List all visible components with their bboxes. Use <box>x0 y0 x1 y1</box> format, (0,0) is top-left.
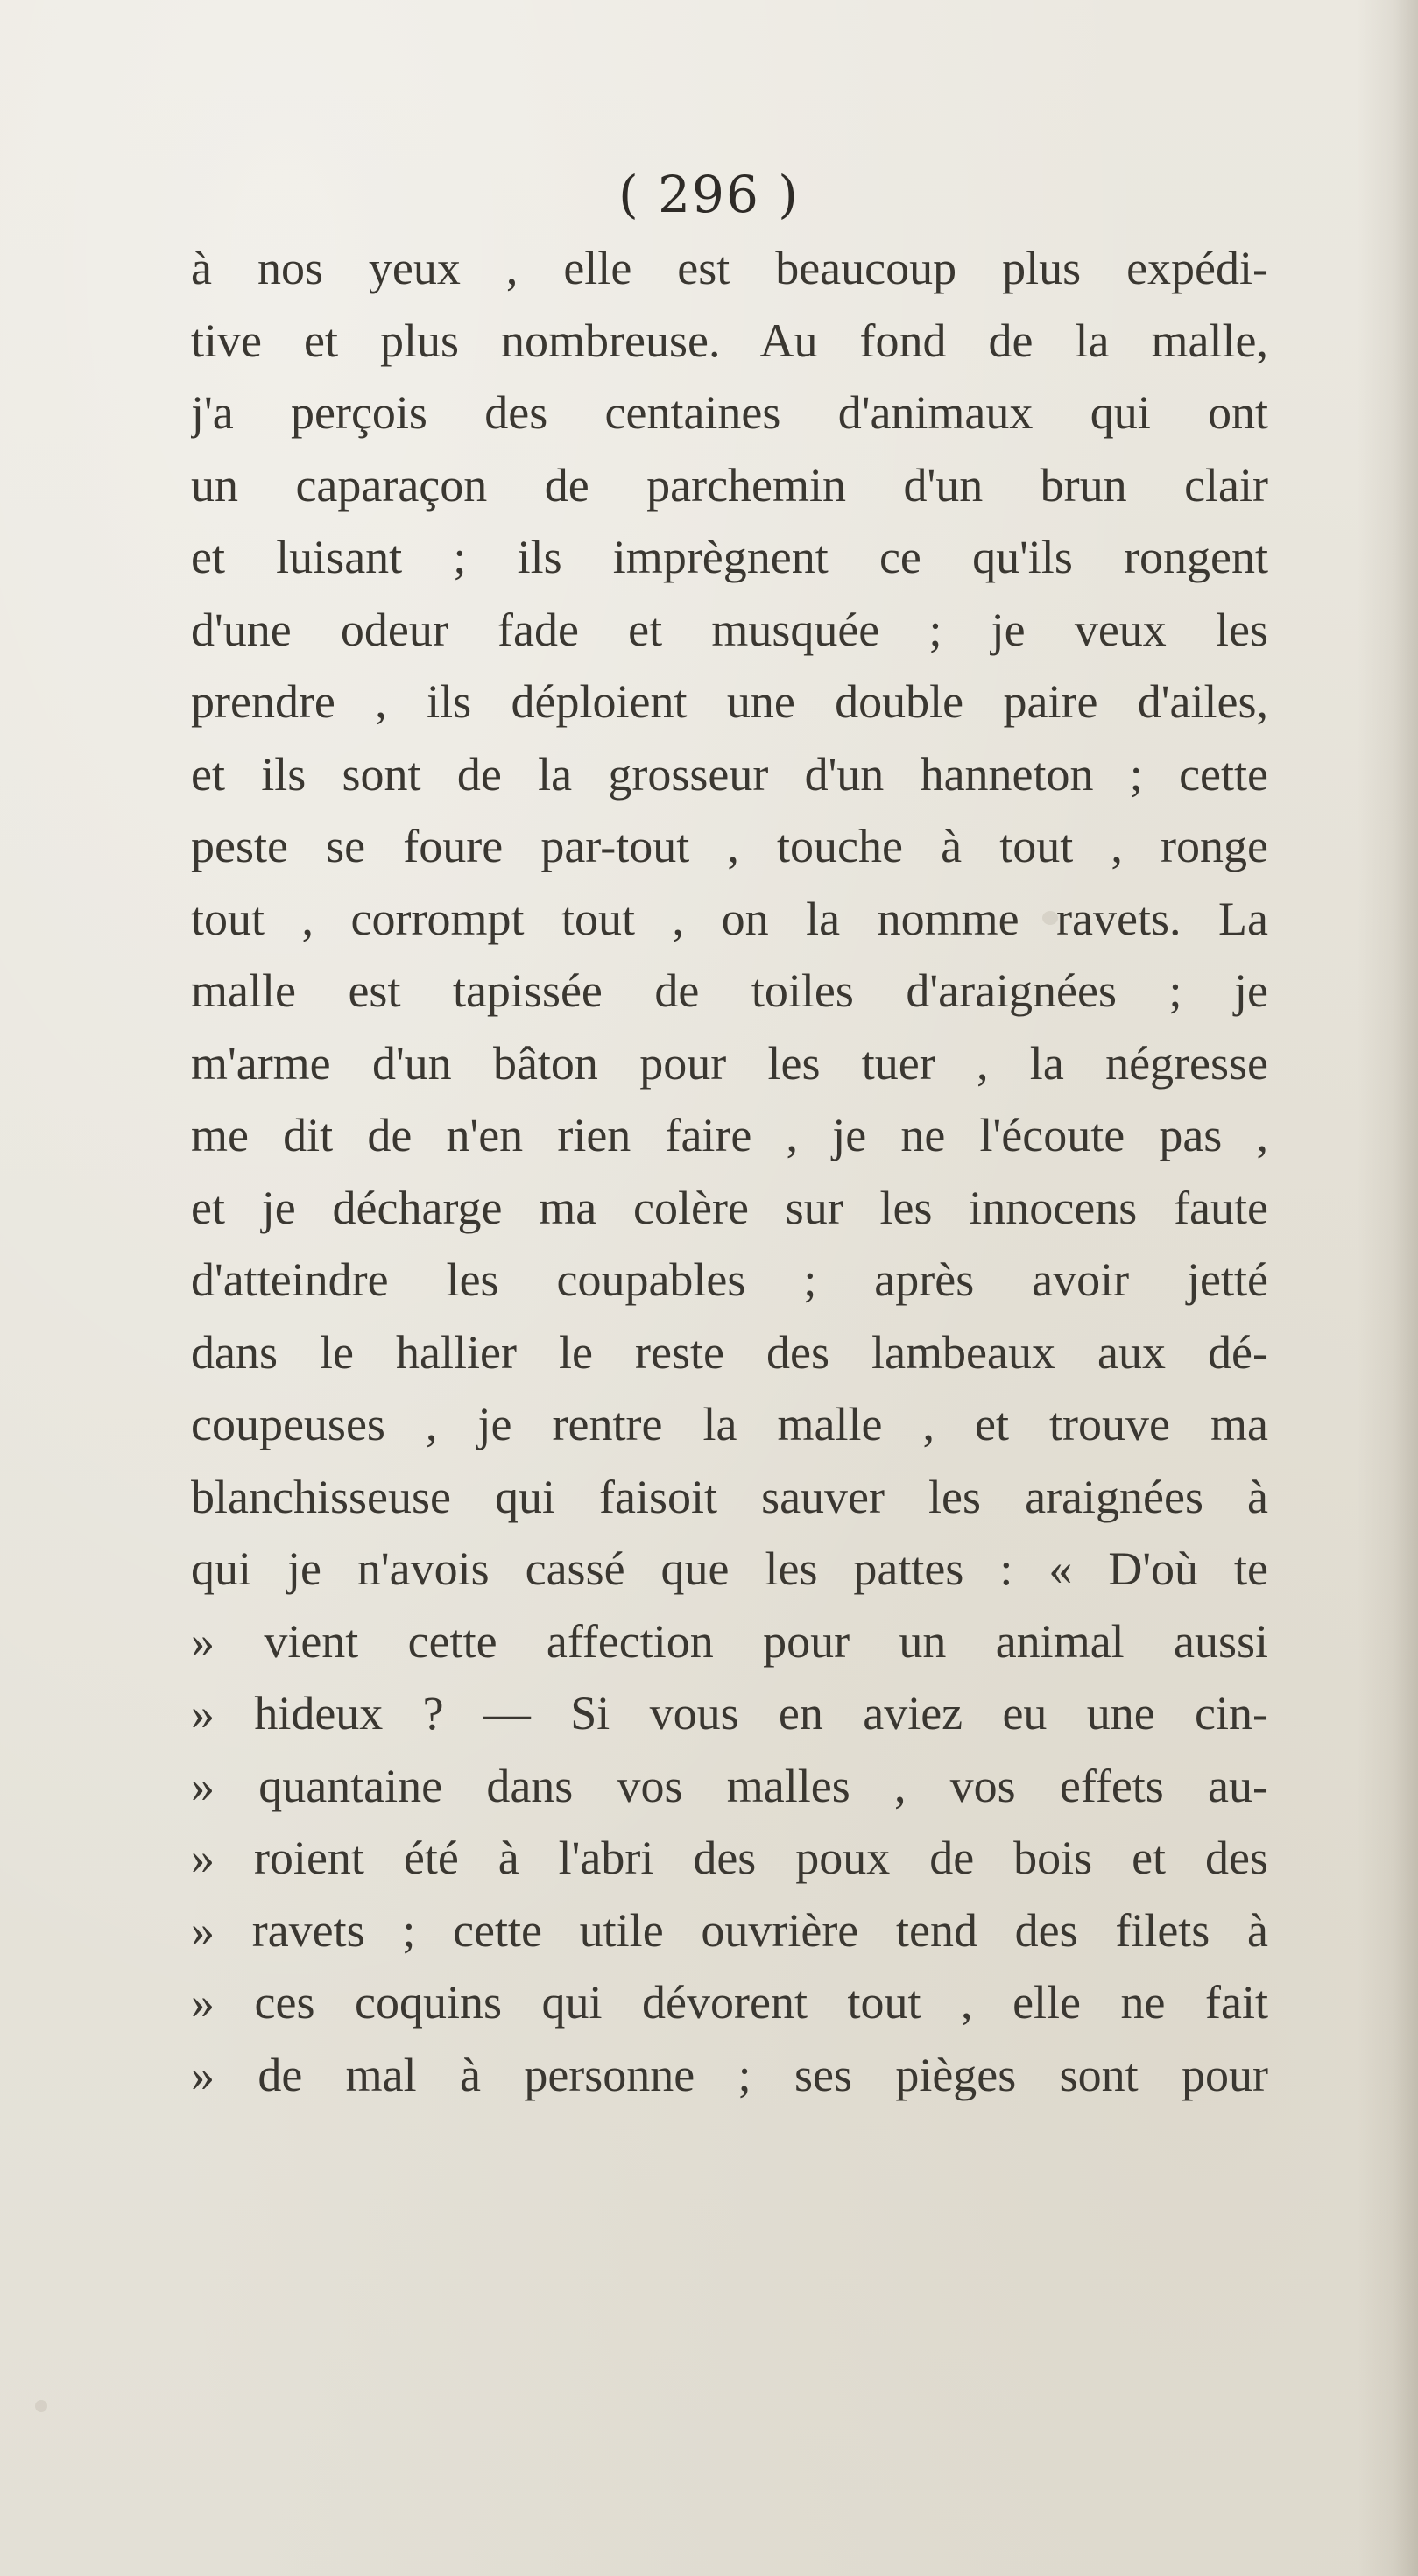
text-line: peste se foure par-tout , touche à tout , ronge <box>191 820 1268 872</box>
text-line: j'a perçois des centaines d'animaux qui ont <box>191 386 1268 439</box>
text-line: et luisant ; ils imprègnent ce qu'ils rongent <box>191 531 1268 583</box>
text-line: dans le hallier le reste des lambeaux aux dé- <box>191 1325 1268 1379</box>
text-line: malle est tapissée de toiles d'araignées ; je <box>191 964 1268 1017</box>
text-line: » quantaine dans vos malles , vos effets au- <box>191 1759 1268 1812</box>
body-text <box>191 232 1268 2111</box>
text-line: tive et plus nombreuse. Au fond de la malle, <box>191 314 1268 367</box>
text-line: d'atteindre les coupables ; après avoir jetté <box>191 1253 1268 1306</box>
text-line: d'une odeur fade et musquée ; je veux les <box>191 603 1268 656</box>
text-line: tout , corrompt tout , on la nomme ravets. La <box>191 892 1268 945</box>
text-line: qui je n'avois cassé que les pattes : « D'où te <box>191 1542 1268 1595</box>
text-line: un caparaçon de parchemin d'un brun clair <box>191 458 1268 512</box>
text-line: et ils sont de la grosseur d'un hanneton ; cette <box>191 747 1268 801</box>
text-line: blanchisseuse qui faisoit sauver les araignées à <box>191 1470 1268 1523</box>
text-line: » ravets ; cette utile ouvrière tend des filets à <box>191 1903 1268 1957</box>
paper-spot <box>35 2400 47 2412</box>
text-line: coupeuses , je rentre la malle , et trouve ma <box>191 1398 1268 1450</box>
text-line: » de mal à personne ; ses pièges sont pour <box>191 2048 1268 2101</box>
text-line: à nos yeux , elle est beaucoup plus expédi- <box>191 242 1268 294</box>
text-line: prendre , ils déploient une double paire d'ailes, <box>191 675 1268 728</box>
page-number: ( 296 ) <box>618 165 800 224</box>
page-edge-shadow <box>1357 0 1418 2576</box>
text-line: m'arme d'un bâton pour les tuer , la négresse <box>191 1036 1268 1090</box>
text-line: » vient cette affection pour un animal aussi <box>191 1614 1268 1668</box>
text-line: me dit de n'en rien faire , je ne l'écoute pas , <box>191 1109 1268 1161</box>
text-line: » roient été à l'abri des poux de bois et des <box>191 1831 1268 1884</box>
text-line: » ces coquins qui dévorent tout , elle ne fait <box>191 1976 1268 2029</box>
text-line: et je décharge ma colère sur les innocens faute <box>191 1181 1268 1234</box>
text-line: » hideux ? — Si vous en aviez eu une cin- <box>191 1687 1268 1740</box>
